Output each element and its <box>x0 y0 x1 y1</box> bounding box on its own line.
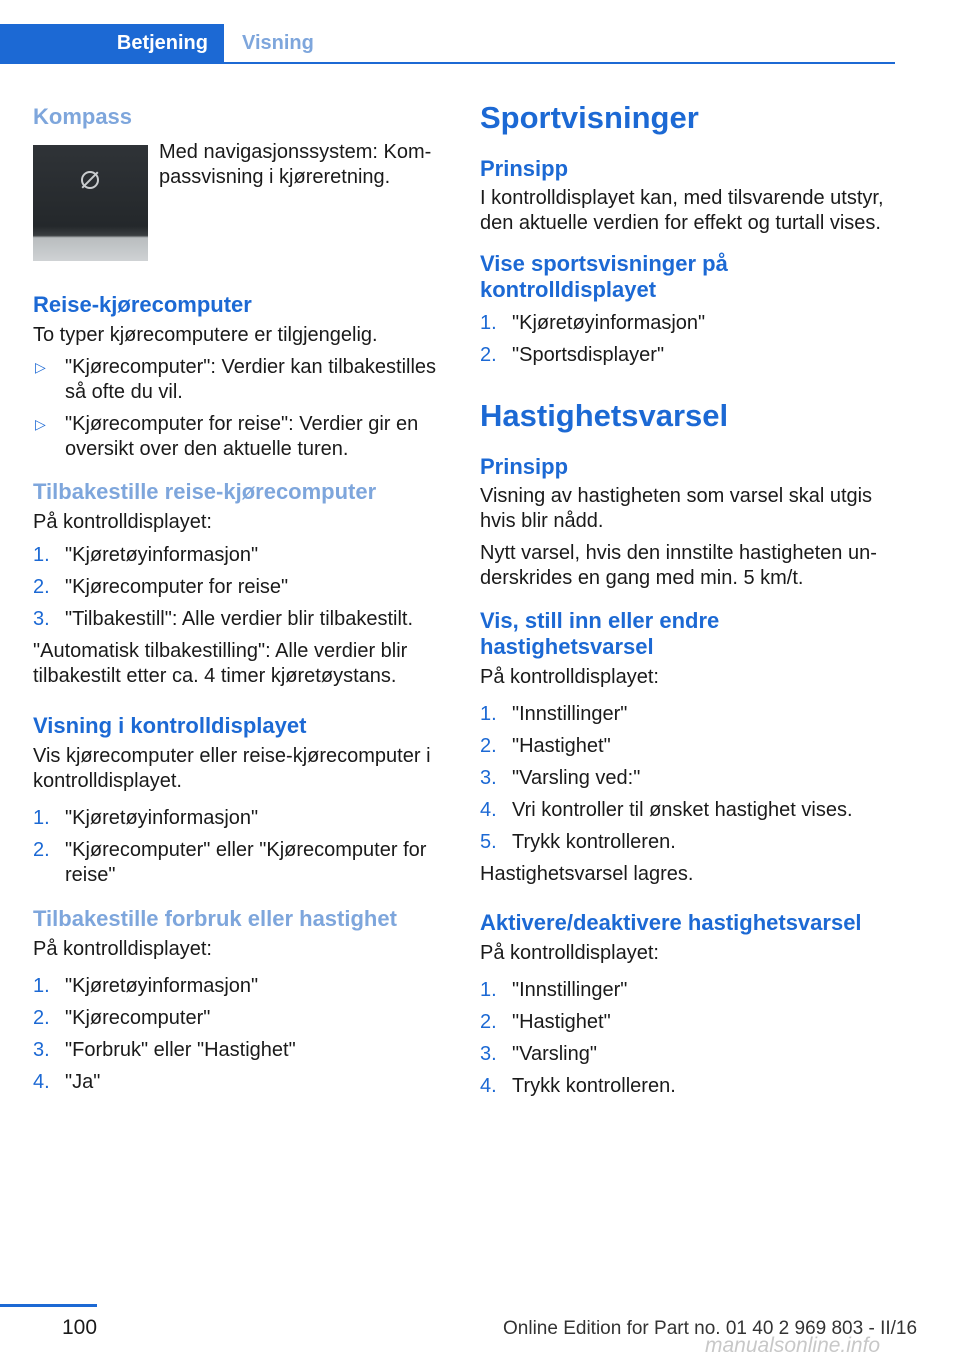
sport-heading: Sportvisninger <box>480 100 699 135</box>
hastighet-akt-list <box>480 978 892 1099</box>
left-column <box>33 100 451 1102</box>
list-item: 2. "Kjørecomputer for reise" <box>33 576 289 598</box>
hastighet-text2: Nytt varsel, hvis den innstilte hastigheten un-derskrides en gang med min. 5 km/t. <box>480 542 877 589</box>
hastighet-text1: Visning av hastigheten som varsel skal utgis hvis blir nådd. <box>480 485 873 532</box>
list-item: 1. "Kjøretøyinformasjon" <box>33 807 259 829</box>
reise-section <box>33 292 451 462</box>
tilbakestille-heading: Tilbakestille reise-kjørecomputer <box>33 479 377 504</box>
right-column <box>480 100 892 1106</box>
hastighet-vis-list <box>480 702 892 855</box>
reise-intro: To typer kjørecomputere er tilgjengelig. <box>33 324 378 346</box>
list-item: 2. "Hastighet" <box>480 1011 611 1033</box>
sport-prinsipp-heading: Prinsipp <box>480 156 569 181</box>
list-item: 1. "Kjøretøyinformasjon" <box>480 312 706 334</box>
header-bar <box>0 24 895 64</box>
tab-visning[interactable]: Visning <box>242 32 314 54</box>
triangle-bullet-icon: ▷ <box>35 359 46 375</box>
forbruk-section <box>33 906 451 1095</box>
list-item: 1. "Innstillinger" <box>480 979 628 1001</box>
sport-text: I kontrolldisplayet kan, med tilsvarende utstyr, den aktuelle verdien for effekt og turtall vises. <box>480 187 884 234</box>
visning-section <box>33 713 451 888</box>
list-item: 1. "Innstillinger" <box>480 703 628 725</box>
list-item: 2. "Kjørecomputer" <box>33 1007 211 1029</box>
sport-vise-heading: Vise sportsvisninger på kontrolldisplayet <box>480 251 728 302</box>
tilbakestille-list <box>33 543 451 632</box>
edition-text: Online Edition for Part no. 01 40 2 969 803 - II/16 <box>503 1318 918 1339</box>
hastighet-prinsipp-heading: Prinsipp <box>480 454 569 479</box>
page-number: 100 <box>62 1316 98 1339</box>
hastighet-akt-heading: Aktivere/deaktivere hastighetsvarsel <box>480 910 862 935</box>
hastighet-vis-after: Hastighetsvarsel lagres. <box>480 863 694 885</box>
hastighet-akt-intro: På kontrolldisplayet: <box>480 942 659 964</box>
watermark: manualsonline.info <box>705 1334 881 1357</box>
list-item: 4. Vri kontroller til ønsket hastighet vises. <box>480 799 853 821</box>
triangle-bullet-icon: ▷ <box>35 416 46 432</box>
visning-intro: Vis kjørecomputer eller reise-kjørecomputer i kontrolldisplayet. <box>33 745 431 792</box>
reise-heading: Reise-kjørecomputer <box>33 292 252 317</box>
forbruk-heading: Tilbakestille forbruk eller hastighet <box>33 906 397 931</box>
list-item: 3. "Varsling ved:" <box>480 767 641 789</box>
hastighet-section <box>480 398 892 1099</box>
list-item: 2. "Hastighet" <box>480 735 611 757</box>
reise-list <box>33 355 451 462</box>
tilbakestille-section <box>33 479 451 689</box>
tilbakestille-continuation: "Automatisk tilbakestilling": Alle verdier blir tilbakestilt etter ca. 4 timer kjøretøystans. <box>33 640 408 687</box>
list-item: 2. "Sportsdisplayer" <box>480 344 665 366</box>
list-item: 3. "Forbruk" eller "Hastighet" <box>33 1039 296 1061</box>
kompass-display-image <box>33 145 148 261</box>
hastighet-vis-heading: Vis, still inn eller endre hastighetsvarsel <box>480 608 720 659</box>
list-item: 5. Trykk kontrolleren. <box>480 831 676 853</box>
compass-icon <box>81 171 99 189</box>
sport-section <box>480 100 892 368</box>
list-item: 2. "Kjørecomputer" eller "Kjørecomputer for reise" <box>33 839 427 886</box>
sport-list <box>480 311 892 368</box>
hastighet-vis-intro: På kontrolldisplayet: <box>480 666 659 688</box>
list-item: 1. "Kjøretøyinformasjon" <box>33 975 259 997</box>
visning-heading: Visning i kontrolldisplayet <box>33 713 307 738</box>
list-item: 1. "Kjøretøyinformasjon" <box>33 544 259 566</box>
forbruk-list <box>33 974 451 1095</box>
list-item: ▷ "Kjørecomputer": Verdier kan tilbakestilles så ofte du vil. <box>35 356 437 403</box>
forbruk-intro: På kontrolldisplayet: <box>33 938 212 960</box>
kompass-text: Med navigasjonssystem: Kom-passvisning i kjøreretning. <box>159 141 432 188</box>
footer-rule <box>0 1304 97 1307</box>
tilbakestille-intro: På kontrolldisplayet: <box>33 511 212 533</box>
list-item: 3. "Varsling" <box>480 1043 597 1065</box>
kompass-heading: Kompass <box>33 104 133 129</box>
list-item: ▷ "Kjørecomputer for reise": Verdier gir en oversikt over den aktuelle turen. <box>35 413 419 460</box>
kompass-section <box>33 100 451 300</box>
visning-list <box>33 806 451 888</box>
tab-betjening[interactable]: Betjening <box>0 24 224 62</box>
list-item: 4. Trykk kontrolleren. <box>480 1075 676 1097</box>
list-item: 3. "Tilbakestill": Alle verdier blir tilbakestilt. <box>33 608 414 630</box>
hastighet-heading: Hastighetsvarsel <box>480 398 729 433</box>
list-item: 4. "Ja" <box>33 1071 101 1093</box>
